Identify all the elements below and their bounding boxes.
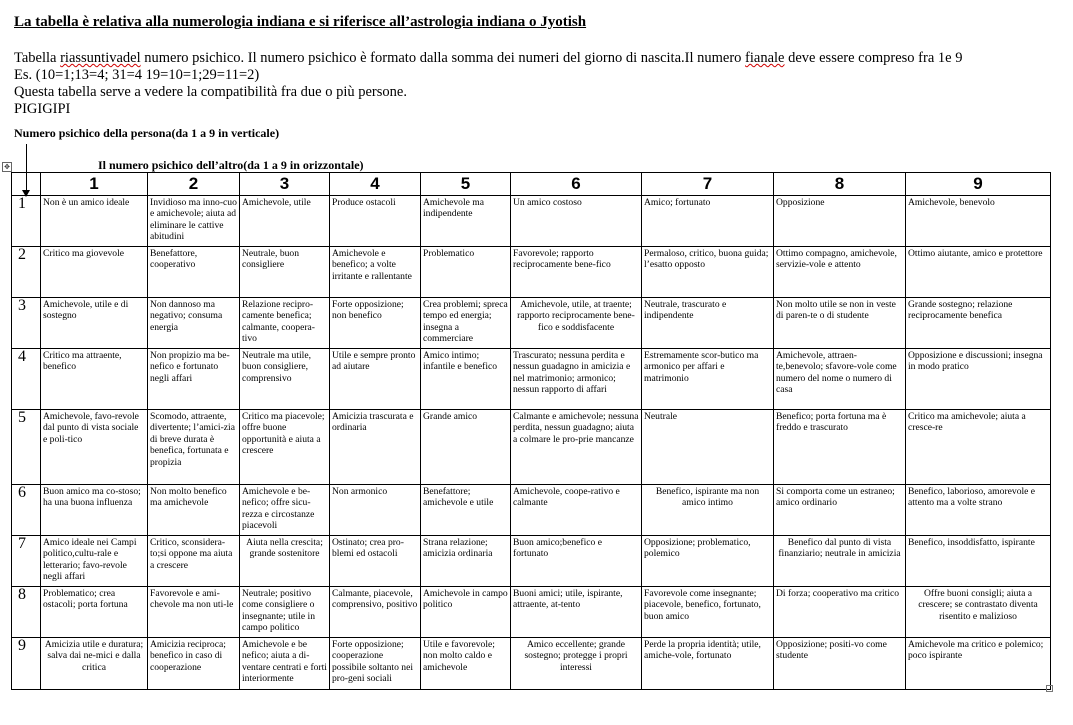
- table-cell: Neutrale: [642, 410, 774, 485]
- header-row: [12, 173, 1051, 196]
- table-cell: Non è un amico ideale: [41, 196, 148, 247]
- intro-line-1: [14, 50, 1064, 67]
- table-cell: Amichevole, utile e di sostegno: [41, 298, 148, 349]
- table-row: [12, 349, 1051, 410]
- table-cell: Benefico, laborioso, amorevole e attento ma a volte strano: [906, 485, 1051, 536]
- row-header: 9: [12, 638, 41, 690]
- table-row: [12, 298, 1051, 349]
- table-cell: Amichevole e benefico; a volte irritante e rallentante: [330, 247, 421, 298]
- intro-line-4: PIGIGIPI: [14, 101, 71, 117]
- intro-misspelled-word-2: fianale: [745, 50, 785, 66]
- table-cell: Opposizione; problematico, polemico: [642, 536, 774, 587]
- table-cell: Critico ma attraente, benefico: [41, 349, 148, 410]
- table-cell: Amico intimo; infantile e benefico: [421, 349, 511, 410]
- intro-text-e: deve essere compreso fra 1e 9: [784, 50, 963, 66]
- table-cell: Benefico; porta fortuna ma è freddo e trascurato: [774, 410, 906, 485]
- table-cell: Benefico dal punto di vista finanziario; neutrale in amicizia: [774, 536, 906, 587]
- table-cell: Amichevole, coope-rativo e calmante: [511, 485, 642, 536]
- intro-line-2: Es. (10=1;13=4; 31=4 19=10=1;29=11=2): [14, 67, 260, 83]
- arrow-down-icon: [22, 190, 30, 197]
- table-cell: Opposizione: [774, 196, 906, 247]
- table-cell: Offre buoni consigli; aiuta a crescere; se contrastato diventa risentito e malizioso: [906, 587, 1051, 638]
- row-header: 1: [12, 196, 41, 247]
- table-cell: Calmante, piacevole, comprensivo, positivo: [330, 587, 421, 638]
- row-header: 2: [12, 247, 41, 298]
- table-cell: Buon amico;benefico e fortunato: [511, 536, 642, 587]
- table-cell: Non propizio ma be-nefico e fortunato negli affari: [148, 349, 240, 410]
- table-cell: Benefattore, cooperativo: [148, 247, 240, 298]
- table-cell: Grande amico: [421, 410, 511, 485]
- table-cell: Non molto utile se non in veste di paren-te o di studente: [774, 298, 906, 349]
- table-cell: Crea problemi; spreca tempo ed energia; insegna a commerciare: [421, 298, 511, 349]
- table-cell: Non molto benefico ma amichevole: [148, 485, 240, 536]
- table-cell: Estremamente scor-butico ma armonico per affari e matrimonio: [642, 349, 774, 410]
- table-row: [12, 587, 1051, 638]
- table-cell: Favorevole e ami-chevole ma non uti-le: [148, 587, 240, 638]
- table-cell: Trascurato; nessuna perdita e nessun guadagno in amicizia e nel matrimonio; armonico; nessun rapporto di affari: [511, 349, 642, 410]
- table-row: [12, 536, 1051, 587]
- table-cell: Amicizia reciproca; benefico in caso di cooperazione: [148, 638, 240, 690]
- table-cell: Amicizia trascurata e ordinaria: [330, 410, 421, 485]
- table-cell: Utile e favorevole; non molto caldo e amichevole: [421, 638, 511, 690]
- table-cell: Neutrale; positivo come consigliere o insegnante; utile in campo politico: [240, 587, 330, 638]
- table-cell: Benefico, ispirante ma non amico intimo: [642, 485, 774, 536]
- vertical-arrow-line: [26, 144, 27, 194]
- col-header: 2: [148, 173, 240, 196]
- table-cell: Ostinato; crea pro-blemi ed ostacoli: [330, 536, 421, 587]
- table-row: [12, 247, 1051, 298]
- table-cell: Neutrale ma utile, buon consigliere, comprensivo: [240, 349, 330, 410]
- table-cell: Amico ideale nei Campi politico,cultu-rale e letterario; favo-revole negli affari: [41, 536, 148, 587]
- table-cell: Problematico: [421, 247, 511, 298]
- table-cell: Critico ma giovevole: [41, 247, 148, 298]
- table-cell: Benefico, insoddisfatto, ispirante: [906, 536, 1051, 587]
- intro-line-3: Questa tabella serve a vedere la compatibilità fra due o più persone.: [14, 84, 407, 100]
- table-cell: Favorevole; rapporto reciprocamente bene-fico: [511, 247, 642, 298]
- table-cell: Amichevole ma indipendente: [421, 196, 511, 247]
- table-cell: Di forza; cooperativo ma critico: [774, 587, 906, 638]
- table-cell: Amichevole, utile, at traente; rapporto reciprocamente bene-fico e soddisfacente: [511, 298, 642, 349]
- table-cell: Amicizia utile e duratura; salva dai ne-mici e dalla critica: [41, 638, 148, 690]
- table-row: [12, 196, 1051, 247]
- table-cell: Non dannoso ma negativo; consuma energia: [148, 298, 240, 349]
- table-cell: Opposizione e discussioni; insegna in modo pratico: [906, 349, 1051, 410]
- table-cell: Produce ostacoli: [330, 196, 421, 247]
- table-cell: Un amico costoso: [511, 196, 642, 247]
- table-resize-handle-icon[interactable]: [1046, 685, 1053, 692]
- row-header: 3: [12, 298, 41, 349]
- table-cell: Invidioso ma inno-cuo e amichevole; aiuta ad eliminare le cattive abitudini: [148, 196, 240, 247]
- table-cell: Relazione recipro-camente benefica; calmante, coopera-tivo: [240, 298, 330, 349]
- table-cell: Neutrale, buon consigliere: [240, 247, 330, 298]
- compatibility-table: [11, 172, 1051, 690]
- table-cell: Ottimo compagno, amichevole, servizie-vole e attento: [774, 247, 906, 298]
- table-row: [12, 485, 1051, 536]
- table-cell: Perde la propria identità; utile, amiche-vole, fortunato: [642, 638, 774, 690]
- table-move-handle-icon[interactable]: ✥: [2, 162, 12, 172]
- table-cell: Grande sostegno; relazione reciprocamente benefica: [906, 298, 1051, 349]
- table-cell: Si comporta come un estraneo; amico ordinario: [774, 485, 906, 536]
- table-cell: Amichevole e be-nefico; offre sicu-rezza e circostanze piacevoli: [240, 485, 330, 536]
- table-cell: Neutrale, trascurato e indipendente: [642, 298, 774, 349]
- document-title: La tabella è relativa alla numerologia indiana e si riferisce all’astrologia indiana o Jyotish: [14, 14, 587, 30]
- table-cell: Amichevole, utile: [240, 196, 330, 247]
- row-header: 4: [12, 349, 41, 410]
- col-header: 7: [642, 173, 774, 196]
- table-cell: Forte opposizione; cooperazione possibile soltanto nei pro-geni sociali: [330, 638, 421, 690]
- table-cell: Amichevole, favo-revole dal punto di vista sociale e poli-tico: [41, 410, 148, 485]
- table-row: [12, 638, 1051, 690]
- table-cell: Amichevole e be nefico; aiuta a di-ventare centrati e forti interiormente: [240, 638, 330, 690]
- table-cell: Buoni amici; utile, ispirante, attraente, at-tento: [511, 587, 642, 638]
- table-cell: Critico ma piacevole; offre buone opportunità e aiuta a crescere: [240, 410, 330, 485]
- row-header: 6: [12, 485, 41, 536]
- table-cell: Amichevole ma critico e polemico; poco ispirante: [906, 638, 1051, 690]
- table-cell: Problematico; crea ostacoli; porta fortuna: [41, 587, 148, 638]
- col-header: 1: [41, 173, 148, 196]
- table-cell: Amichevole in campo politico: [421, 587, 511, 638]
- col-header: 9: [906, 173, 1051, 196]
- intro-text-c: numero psichico. Il numero psichico è formato dalla somma dei numeri del giorno di nascita.Il numero: [140, 50, 746, 66]
- table-cell: Forte opposizione; non benefico: [330, 298, 421, 349]
- table-cell: Strana relazione; amicizia ordinaria: [421, 536, 511, 587]
- table-row: [12, 410, 1051, 485]
- table-cell: Benefattore; amichevole e utile: [421, 485, 511, 536]
- table-cell: Favorevole come insegnante; piacevole, benefico, fortunato, buon amico: [642, 587, 774, 638]
- table-cell: Amico eccellente; grande sostegno; protegge i propri interessi: [511, 638, 642, 690]
- row-header: 5: [12, 410, 41, 485]
- col-header: 4: [330, 173, 421, 196]
- col-header: 6: [511, 173, 642, 196]
- table-cell: Buon amico ma co-stoso; ha una buona influenza: [41, 485, 148, 536]
- table-cell: Critico, sconsidera-to;si oppone ma aiuta a crescere: [148, 536, 240, 587]
- table-cell: Calmante e amichevole; nessuna perdita, nessun guadagno; aiuta a colmare le pro-prie mancanze: [511, 410, 642, 485]
- col-header: 8: [774, 173, 906, 196]
- table-cell: Amichevole, attraen-te,benevolo; sfavore-vole come numero del nome o numero di casa: [774, 349, 906, 410]
- table-cell: Amico; fortunato: [642, 196, 774, 247]
- horizontal-axis-label: Il numero psichico dell’altro(da 1 a 9 in orizzontale): [98, 158, 364, 172]
- col-header: 3: [240, 173, 330, 196]
- row-header: 8: [12, 587, 41, 638]
- intro-paragraph: [14, 50, 1064, 118]
- table-cell: Aiuta nella crescita; grande sostenitore: [240, 536, 330, 587]
- table-cell: Scomodo, attraente, divertente; l’amici-zia di breve durata è benefica, fortunata e propizia: [148, 410, 240, 485]
- col-header: 5: [421, 173, 511, 196]
- table-cell: Non armonico: [330, 485, 421, 536]
- vertical-axis-label: Numero psichico della persona(da 1 a 9 in verticale): [14, 126, 280, 140]
- table-cell: Amichevole, benevolo: [906, 196, 1051, 247]
- row-header: 7: [12, 536, 41, 587]
- table-cell: Permaloso, critico, buona guida; l’esatto opposto: [642, 247, 774, 298]
- table-cell: Ottimo aiutante, amico e protettore: [906, 247, 1051, 298]
- intro-misspelled-word: riassuntivadel: [60, 50, 141, 66]
- table-cell: Critico ma amichevole; aiuta a cresce-re: [906, 410, 1051, 485]
- intro-text-a: Tabella: [14, 50, 61, 66]
- table-cell: Opposizione; positi-vo come studente: [774, 638, 906, 690]
- table-cell: Utile e sempre pronto ad aiutare: [330, 349, 421, 410]
